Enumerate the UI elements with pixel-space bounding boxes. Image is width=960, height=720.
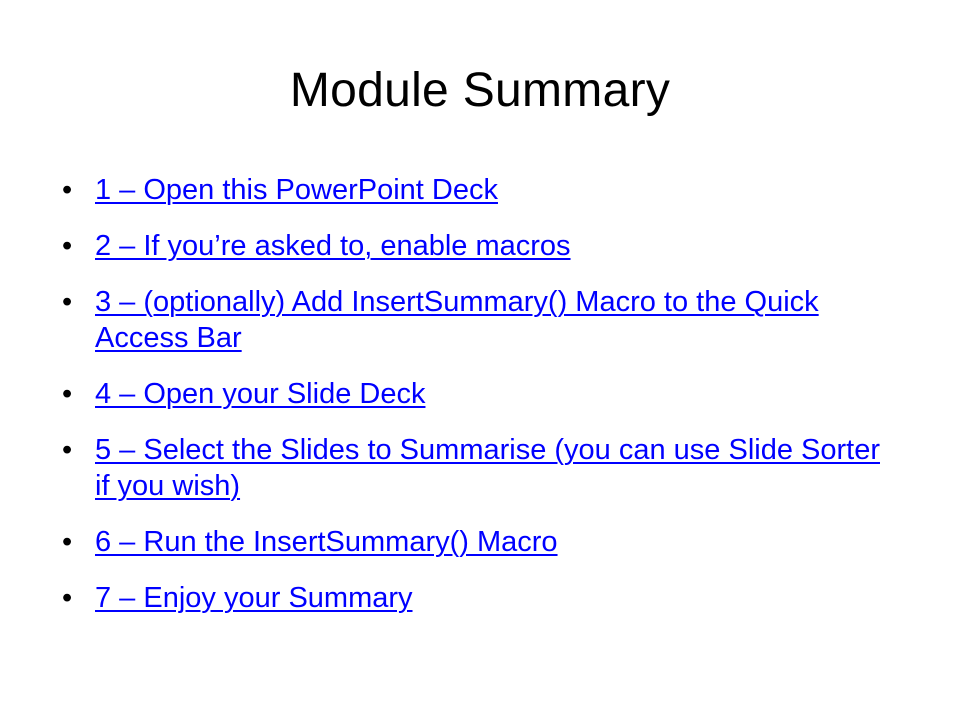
list-item bbox=[62, 284, 882, 356]
list-item bbox=[62, 376, 882, 412]
summary-list bbox=[62, 172, 882, 636]
bullet-icon: • bbox=[62, 378, 73, 410]
bullet-icon: • bbox=[62, 174, 73, 206]
summary-link-2[interactable]: 2 – If you’re asked to, enable macros bbox=[95, 230, 571, 262]
list-item bbox=[62, 432, 882, 504]
bullet-icon: • bbox=[62, 526, 73, 558]
slide-title: Module Summary bbox=[289, 64, 671, 117]
list-item bbox=[62, 172, 882, 208]
list-item bbox=[62, 524, 882, 560]
summary-link-7[interactable]: 7 – Enjoy your Summary bbox=[95, 582, 413, 614]
list-item bbox=[62, 580, 882, 616]
list-item bbox=[62, 228, 882, 264]
summary-link-3[interactable]: 3 – (optionally) Add InsertSummary() Macro to the Quick Access Bar bbox=[95, 286, 819, 354]
bullet-icon: • bbox=[62, 582, 73, 614]
bullet-icon: • bbox=[62, 230, 73, 262]
summary-link-5[interactable]: 5 – Select the Slides to Summarise (you can use Slide Sorter if you wish) bbox=[95, 434, 880, 502]
summary-link-6[interactable]: 6 – Run the InsertSummary() Macro bbox=[95, 526, 558, 558]
summary-link-1[interactable]: 1 – Open this PowerPoint Deck bbox=[95, 174, 498, 206]
summary-link-4[interactable]: 4 – Open your Slide Deck bbox=[95, 378, 426, 410]
bullet-icon: • bbox=[62, 286, 73, 318]
bullet-icon: • bbox=[62, 434, 73, 466]
